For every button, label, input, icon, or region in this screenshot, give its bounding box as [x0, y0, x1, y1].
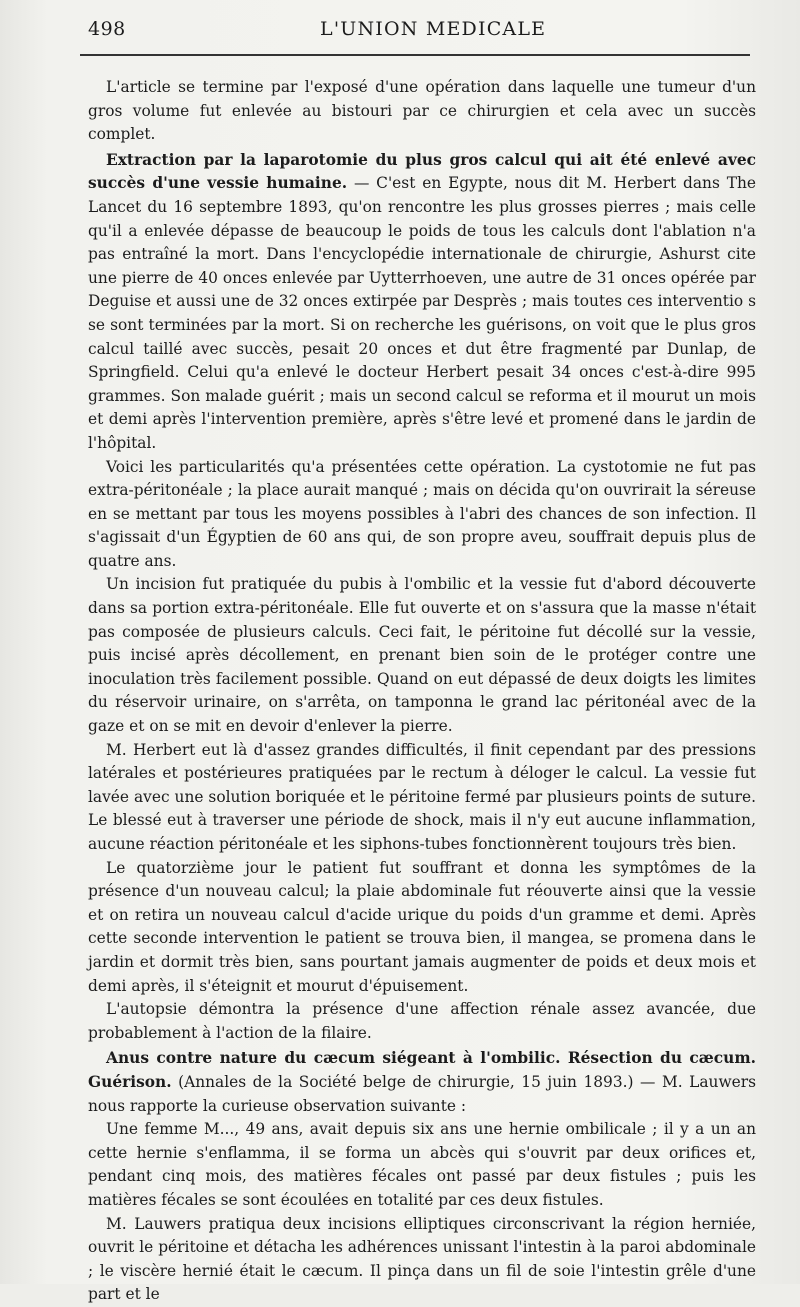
paragraph: M. Lauwers pratiqua deux incisions elliptiques circonscrivant la région herniée, ouvrit le péritoine et détacha les adhérences unissant l'intestin à la paroi abdominale ; le viscère hernié était le cæcum. Il pinça dans un fil de soie l'intestin grêle d'une part et le	[88, 1214, 756, 1304]
header-rule	[80, 54, 750, 56]
running-title: L'UNION MEDICALE	[320, 18, 547, 40]
section-heading: Extraction par la laparotomie du plus gros calcul qui ait été enlevé avec succès d'une vessie humaine.	[88, 150, 756, 193]
paragraph: Une femme M..., 49 ans, avait depuis six ans une hernie ombilicale ; il y a un an cette hernie s'enflamma, il se forma un abcès qui s'ouvrit par deux orifices et, pendant cinq mois, des matières fécales ont passé par deux fistules ; puis les matières fécales se sont écoulées en totalité par ces deux fistules.	[88, 1120, 756, 1209]
paragraph: L'autopsie démontra la présence d'une affection rénale assez avancée, due probablement à l'action de la filaire.	[88, 1000, 756, 1042]
paragraph: Extraction par la laparotomie du plus gros calcul qui ait été enlevé avec succès d'une vessie humaine. — C'est en Egypte, nous dit M. Herbert dans The Lancet du 16 septembre 1893, qu'on rencontre les plus grosses pierres ; mais celle qu'il a enlevée dépasse de beaucoup le poids de tous les calculs dont l'ablation n'a pas entraîné la mort. Dans l'encyclopédie internationale de chirurgie, Ashurst cite une pierre de 40 onces enlevée par Uytterrhoeven, une autre de 31 onces opérée par Deguise et aussi une de 32 onces extirpée par Desprès ; mais toutes ces interventio s se sont terminées par la mort. Si on recherche les guérisons, on voit que le plus gros calcul taillé avec succès, pesait 20 onces et dut être fragmenté par Dunlap, de Springfield. Celui qu'a enlevé le docteur Herbert pesait 34 onces c'est-à-dire 995 grammes. Son malade guérit ; mais un second calcul se reforma et il mourut un mois et demi après l'intervention première, après s'être levé et promené dans le jardin de l'hôpital.	[88, 150, 756, 452]
section-heading: Anus contre nature du cæcum siégeant à l'ombilic. Résection du cæcum. Guérison.	[88, 1049, 756, 1091]
article-body	[88, 76, 756, 1307]
page-header	[88, 18, 768, 46]
paragraph: Un incision fut pratiquée du pubis à l'ombilic et la vessie fut d'abord découverte dans sa portion extra-péritonéale. Elle fut ouverte et on s'assura que la masse n'était pas composée de plusieurs calculs. Ceci fait, le péritoine fut décollé sur la vessie, puis incisé après décollement, en prenant bien soin de le protéger contre une inoculation très facilement possible. Quand on eut dépassé de deux doigts les limites du réservoir urinaire, on s'arrêta, on tamponna le grand lac péritonéal avec de la gaze et on se mit en devoir d'enlever la pierre.	[88, 575, 756, 736]
paragraph: Voici les particularités qu'a présentées cette opération. La cystotomie ne fut pas extra-péritonéale ; la place aurait manqué ; mais on décida qu'on ouvrirait la séreuse en se mettant par tous les moyens possibles à l'abri des chances de son infection. Il s'agissait d'un Égyptien de 60 ans qui, de son propre aveu, souffrait depuis plus de quatre ans.	[88, 457, 756, 570]
paragraph: M. Herbert eut là d'assez grandes difficultés, il finit cependant par des pressions latérales et postérieures pratiquées par le rectum à déloger le calcul. La vessie fut lavée avec une solution boriquée et le péritoine fermé par plusieurs points de suture. Le blessé eut à traverser une période de shock, mais il n'y eut aucune inflammation, aucune réaction péritonéale et les siphons-tubes fonctionnèrent toujours très bien.	[88, 740, 756, 853]
page-number: 498	[88, 18, 126, 40]
paragraph: Anus contre nature du cæcum siégeant à l'ombilic. Résection du cæcum. Guérison. (Annales de la Société belge de chirurgie, 15 juin 1893.) — M. Lauwers nous rapporte la curieuse observation suivante :	[88, 1049, 756, 1115]
paragraph: Le quatorzième jour le patient fut souffrant et donna les symptômes de la présence d'un nouveau calcul; la plaie abdominale fut réouverte ainsi que la vessie et on retira un nouveau calcul d'acide urique du poids d'un gramme et demi. Après cette seconde intervention le patient se trouva bien, il mangea, se promena dans le jardin et dormit très bien, sans pourtant jamais augmenter de poids et deux mois et demi après, il s'éteignit et mourut d'épuisement.	[88, 858, 756, 995]
paragraph: L'article se termine par l'exposé d'une opération dans laquelle une tumeur d'un gros volume fut enlevée au bistouri par ce chirurgien et cela avec un succès complet.	[88, 78, 756, 144]
